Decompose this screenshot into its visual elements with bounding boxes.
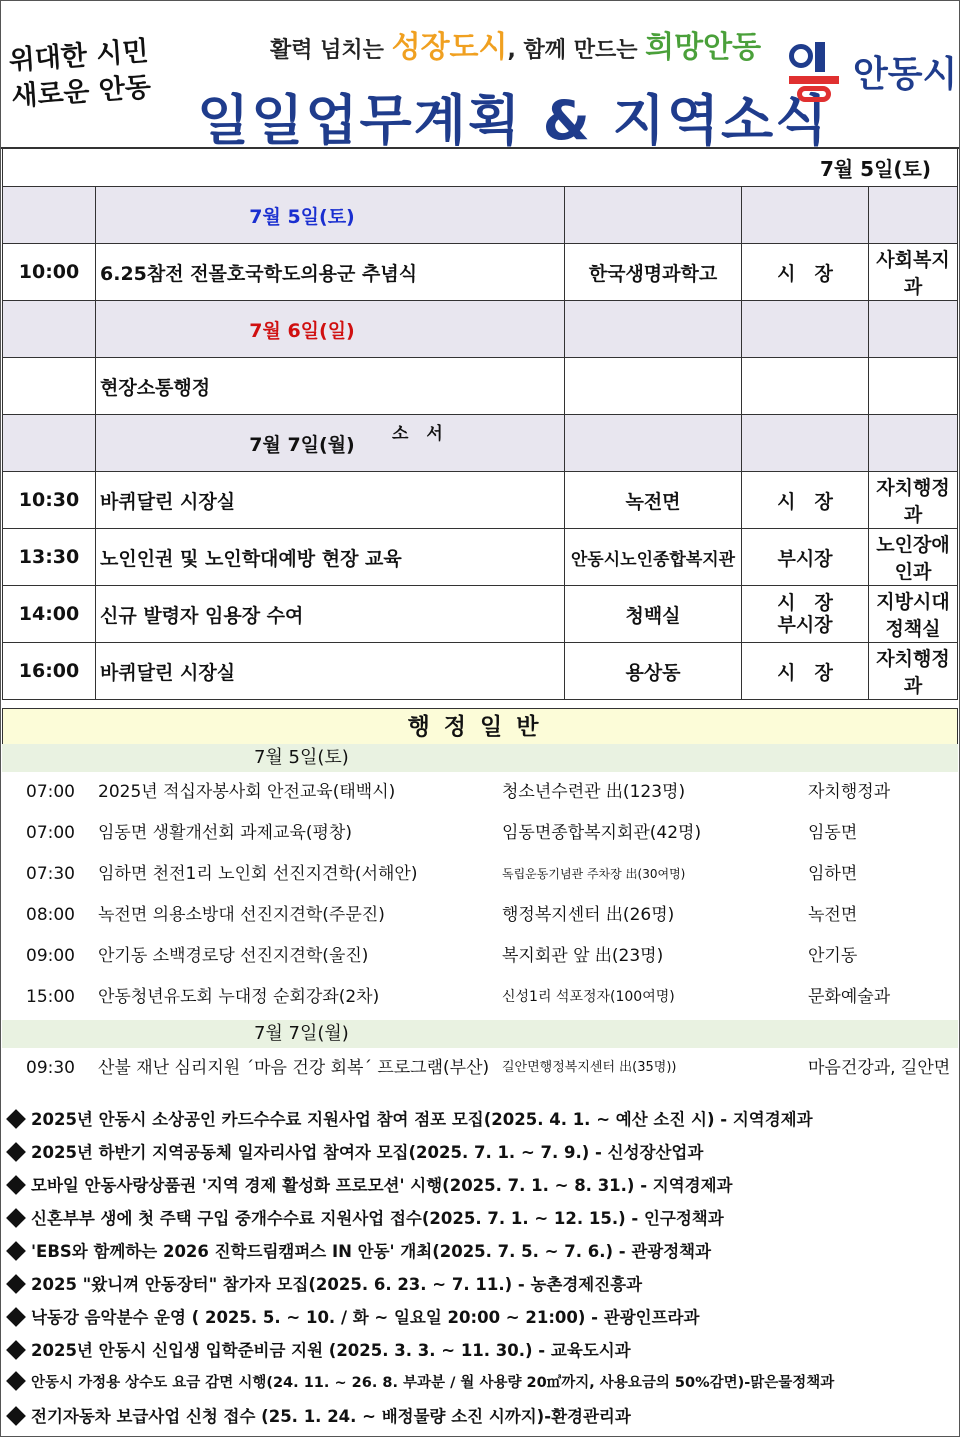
admin-place: 복지회관 앞 出(23명) <box>502 946 664 966</box>
day-label-cell <box>96 415 565 472</box>
notice-text: 2025년 하반기 지역공동체 일자리사업 참여자 모집(2025. 7. 1. ~ 7. 9.) - 신성장산업과 <box>31 1143 704 1162</box>
admin-place: 길안면행정복지센터 出(35명)) <box>502 1060 677 1075</box>
event-cell: 6.25참전 전몰호국학도의용군 추념식 <box>96 244 565 301</box>
diamond-bullet-icon <box>6 1175 26 1195</box>
notice-item <box>5 1400 960 1433</box>
admin-time: 07:30 <box>26 864 75 884</box>
notice-item <box>5 1202 960 1235</box>
admin-dept: 임하면 <box>808 864 858 884</box>
day-label: 7월 5일(토) <box>96 187 565 244</box>
andong-logo-icon <box>785 40 847 102</box>
tagline-part-a: 활력 넘치는 <box>270 38 392 63</box>
table-row <box>3 244 958 301</box>
admin-place: 청소년수련관 出(123명) <box>502 782 686 802</box>
notice-text: 낙동강 음악분수 운영 ( 2025. 5. ~ 10. / 화 ~ 일요일 20:00 ~ 21:00) - 관광인프라과 <box>31 1308 700 1327</box>
diamond-bullet-icon <box>6 1307 26 1327</box>
event-cell: 현장소통행정 <box>96 358 565 415</box>
admin-title: 안기동 소백경로당 선진지견학(울진) <box>98 946 369 966</box>
admin-time: 07:00 <box>26 782 75 802</box>
admin-title: 산불 재난 심리지원 ´마음 건강 회복´ 프로그램(부산) <box>98 1058 490 1078</box>
notice-item <box>5 1268 960 1301</box>
list-item <box>0 854 960 894</box>
notice-text: 안동시 가정용 상수도 요금 감면 시행(24. 11. ~ 26. 8. 부과분 / 월 사용량 20㎥까지, 사용요금의 50%감면)-맑은물정책과 <box>31 1375 835 1391</box>
time-cell <box>3 358 96 415</box>
notice-text: 모바일 안동사랑상품권 '지역 경제 활성화 프로모션' 시행(2025. 7. 1. ~ 8. 31.) - 지역경제과 <box>31 1176 733 1195</box>
admin-dept: 안기동 <box>808 946 858 966</box>
notice-item <box>5 1301 960 1334</box>
event-cell: 신규 발령자 임용장 수여 <box>96 586 565 643</box>
table-row <box>3 586 958 643</box>
admin-dept: 마음건강과, 길안면 <box>808 1058 951 1078</box>
dept-cell: 자치행정과 <box>869 643 958 700</box>
logo-text: 안동시 <box>853 53 958 95</box>
place-cell <box>565 358 742 415</box>
time-cell: 16:00 <box>3 643 96 700</box>
admin-place: 행정복지센터 出(26명) <box>502 905 675 925</box>
admin-title: 임동면 생활개선회 과제교육(평창) <box>98 823 352 843</box>
attendee-cell: 시 장 <box>742 643 869 700</box>
admin-section-heading: 행정일반 <box>2 708 958 746</box>
admin-day-label: 7월 7일(월) <box>254 1023 349 1044</box>
event-cell: 바퀴달린 시장실 <box>96 472 565 529</box>
time-cell: 14:00 <box>3 586 96 643</box>
admin-place: 신성1리 석포정자(100여명) <box>502 989 675 1005</box>
place-cell: 한국생명과학고 <box>565 244 742 301</box>
page-title: 일일업무계획 & 지역소식 <box>197 89 830 152</box>
notice-item <box>5 1334 960 1367</box>
notice-list <box>5 1103 960 1433</box>
schedule-table <box>2 148 958 700</box>
diamond-bullet-icon <box>6 1208 26 1228</box>
event-cell: 노인인권 및 노인학대예방 현장 교육 <box>96 529 565 586</box>
notice-item <box>5 1169 960 1202</box>
list-item <box>0 813 960 853</box>
table-row <box>3 643 958 700</box>
attendee-cell: 시 장 <box>742 244 869 301</box>
day-label: 7월 7일(월) <box>249 433 355 456</box>
tagline <box>270 22 761 66</box>
admin-time: 09:00 <box>26 946 75 966</box>
notice-item <box>5 1136 960 1169</box>
notice-text: 신혼부부 생에 첫 주택 구입 중개수수료 지원사업 접수(2025. 7. 1. ~ 12. 15.) - 인구정책과 <box>31 1209 724 1228</box>
admin-day-header <box>2 1020 958 1048</box>
diamond-bullet-icon <box>6 1241 26 1261</box>
time-cell: 10:30 <box>3 472 96 529</box>
list-item <box>0 895 960 935</box>
page-header <box>0 0 960 152</box>
admin-dept: 녹전면 <box>808 905 858 925</box>
notice-text: 2025년 안동시 소상공인 카드수수료 지원사업 참여 점포 모집(2025. 4. 1. ~ 예산 소진 시) - 지역경제과 <box>31 1110 813 1129</box>
place-cell: 청백실 <box>565 586 742 643</box>
admin-time: 15:00 <box>26 987 75 1007</box>
admin-day-label: 7월 5일(토) <box>254 747 349 768</box>
notice-text: 2025년 안동시 신입생 입학준비금 지원 (2025. 3. 3. ~ 11. 30.) - 교육도시과 <box>31 1341 631 1360</box>
dept-cell: 사회복지과 <box>869 244 958 301</box>
admin-title: 녹전면 의용소방대 선진지견학(주문진) <box>98 905 385 925</box>
attendee-cell: 부시장 <box>742 529 869 586</box>
admin-time: 07:00 <box>26 823 75 843</box>
admin-title: 임하면 천전1리 노인회 선진지견학(서해안) <box>98 864 418 884</box>
table-row <box>3 472 958 529</box>
table-row <box>3 358 958 415</box>
diamond-bullet-icon <box>6 1274 26 1294</box>
slogan-calligraphy: 위대한 시민 새로운 안동 <box>7 35 152 113</box>
notice-item <box>5 1367 960 1400</box>
admin-place: 독립운동기념관 주차장 出(30여명) <box>502 867 686 881</box>
admin-dept: 문화예술과 <box>808 987 891 1007</box>
diamond-bullet-icon <box>6 1109 26 1129</box>
notice-item <box>5 1235 960 1268</box>
day-header-row <box>3 301 958 358</box>
date-bar <box>3 148 958 187</box>
diamond-bullet-icon <box>6 1406 26 1426</box>
admin-day-header <box>2 744 958 772</box>
place-cell: 녹전면 <box>565 472 742 529</box>
notice-text: 전기자동차 보급사업 신청 접수 (25. 1. 24. ~ 배정물량 소진 시까지)-환경관리과 <box>31 1407 631 1426</box>
place-cell: 용상동 <box>565 643 742 700</box>
diamond-bullet-icon <box>6 1142 26 1162</box>
time-cell: 10:00 <box>3 244 96 301</box>
day-header-row <box>3 187 958 244</box>
diamond-bullet-icon <box>6 1371 26 1391</box>
place-cell: 안동시노인종합복지관 <box>565 529 742 586</box>
diamond-bullet-icon <box>6 1340 26 1360</box>
tagline-growth: 성장도시 <box>391 30 508 65</box>
dept-cell: 자치행정과 <box>869 472 958 529</box>
notice-item <box>5 1103 960 1136</box>
admin-title: 안동청년유도회 누대정 순회강좌(2차) <box>98 987 380 1007</box>
attendee-cell <box>742 358 869 415</box>
list-item <box>0 772 960 812</box>
admin-dept: 임동면 <box>808 823 858 843</box>
day-header-row <box>3 415 958 472</box>
admin-place: 임동면종합복지회관(42명) <box>502 823 702 843</box>
tagline-part-b: , 함께 만드는 <box>507 38 646 63</box>
list-item <box>0 977 960 1017</box>
admin-title: 2025년 적십자봉사회 안전교육(태백시) <box>98 782 396 802</box>
admin-dept: 자치행정과 <box>808 782 891 802</box>
table-row <box>3 529 958 586</box>
attendee-cell: 시 장 <box>742 472 869 529</box>
season-note: 소 서 <box>392 424 449 444</box>
list-item <box>0 936 960 976</box>
dept-cell: 지방시대정책실 <box>869 586 958 643</box>
dept-cell: 노인장애인과 <box>869 529 958 586</box>
notice-text: 2025 "왔니껴 안동장터" 참가자 모집(2025. 6. 23. ~ 7. 11.) - 농촌경제진흥과 <box>31 1275 643 1294</box>
dept-cell <box>869 358 958 415</box>
time-cell: 13:30 <box>3 529 96 586</box>
event-cell: 바퀴달린 시장실 <box>96 643 565 700</box>
attendee-cell: 시 장 부시장 <box>742 586 869 643</box>
day-label: 7월 6일(일) <box>96 301 565 358</box>
list-item <box>0 1048 960 1088</box>
admin-time: 09:30 <box>26 1058 75 1078</box>
admin-time: 08:00 <box>26 905 75 925</box>
city-logo <box>785 40 957 102</box>
tagline-hope: 희망안동 <box>645 30 762 65</box>
notice-text: 'EBS와 함께하는 2026 진학드림캠퍼스 IN 안동' 개최(2025. 7. 5. ~ 7. 6.) - 관광정책과 <box>31 1242 712 1261</box>
current-date: 7월 5일(토) <box>3 148 958 187</box>
